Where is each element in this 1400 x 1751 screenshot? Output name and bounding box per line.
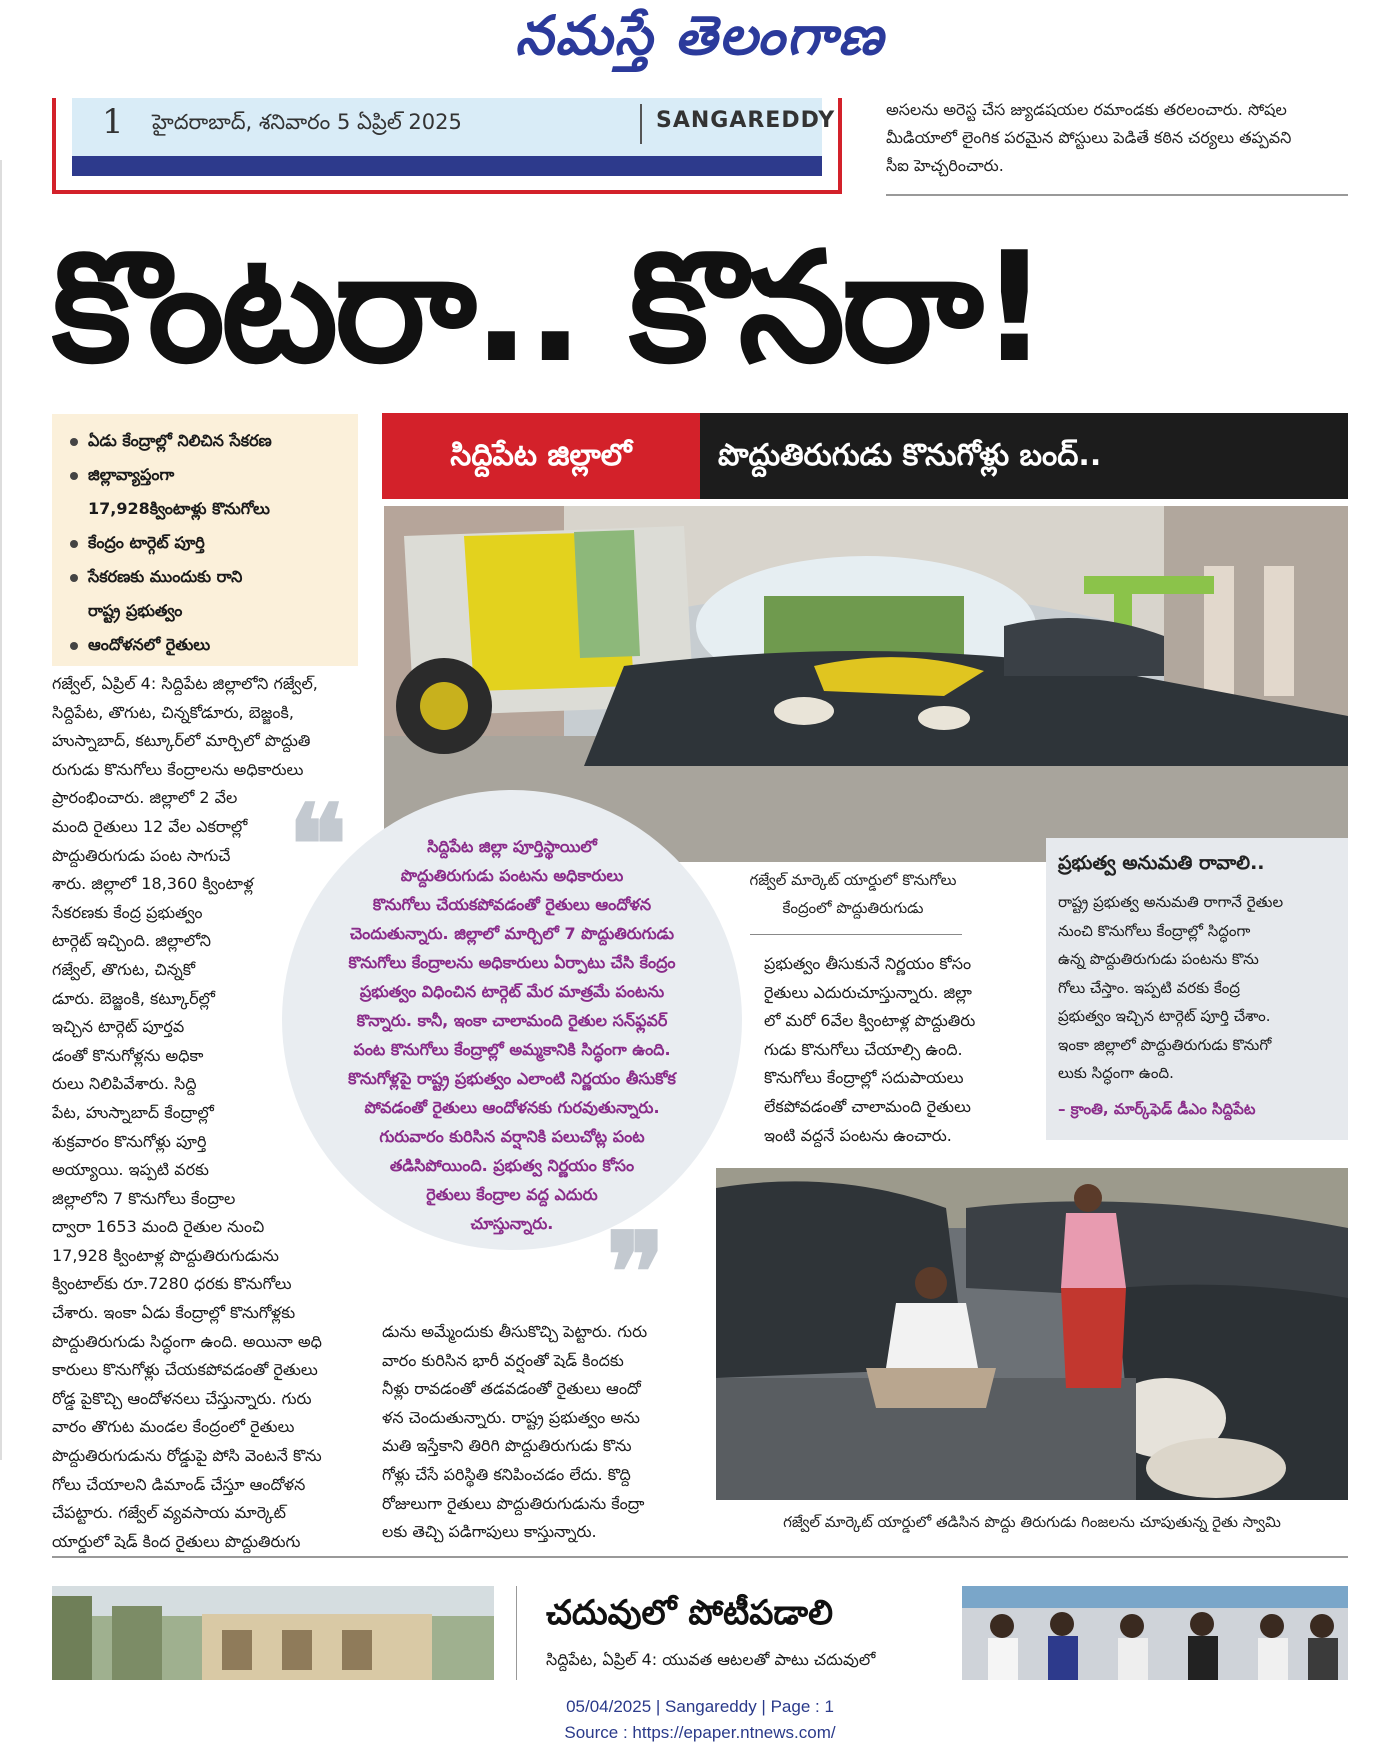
highlight-item: రాష్ట్ర ప్రభుత్వం xyxy=(88,601,183,620)
pull-quote-text xyxy=(292,832,732,1238)
body-line: వారం తొగుట మండల కేంద్రంలో రైతులు xyxy=(52,1417,295,1437)
photo-caption-farmer: గజ్వేల్ మార్కెట్ యార్డులో తడిసిన పొద్దు తిరుగుడు గింజలను చూపుతున్న రైతు స్వామి xyxy=(783,1513,1281,1531)
body-line: పొద్దుతిరుగుడును రోడ్డుపై పోసి వెంటనే కొను xyxy=(52,1446,322,1466)
date-line: హైదరాబాద్, శనివారం 5 ఏప్రిల్ 2025 xyxy=(152,110,462,134)
body-line: 17,928 క్వింటాళ్ల పొద్దుతిరుగుడును xyxy=(52,1245,279,1265)
section-divider xyxy=(52,1556,1348,1558)
page-footer xyxy=(0,1694,1400,1746)
caption-line: కేంద్రంలో పొద్దుతిరుగుడు xyxy=(782,899,924,917)
quote-line: తడిసిపోయింది. ప్రభుత్వ నిర్ణయం కోసం xyxy=(389,1156,635,1175)
body-line: సేకరణకు కేంద్ర ప్రభుత్వం xyxy=(52,902,203,922)
body-line: గోలు చేయాలని డిమాండ్ చేస్తూ ఆందోళన xyxy=(52,1474,306,1494)
official-quote-sidebar xyxy=(1046,838,1348,1140)
body-line: మంది రైతులు 12 వేల ఎకరాల్లో xyxy=(52,816,248,836)
body-line: కారులు కొనుగోళ్లు చేయకపోవడంతో రైతులు xyxy=(52,1360,318,1380)
close-quote-icon: ❞ xyxy=(606,1208,666,1337)
quote-line: చెందుతున్నారు. జిల్లాలో మార్చిలో 7 పొద్దుతిరుగుడు xyxy=(349,924,675,943)
body-line: డంతో కొనుగోళ్లను అధికా xyxy=(52,1045,204,1065)
sidebar-signature: – క్రాంతి, మార్క్‌ఫెడ్ డీఎం సిద్దిపేట xyxy=(1058,1099,1256,1118)
divider-rule xyxy=(886,194,1348,196)
quote-line: కొనుగోలు కేంద్రాలను అధికారులు ఏర్పాటు చేసి కేంద్రం xyxy=(348,953,676,972)
highlight-item: 17,928క్వింటాళ్లు కొనుగోలు xyxy=(88,499,270,518)
body-line: కొనుగోలు కేంద్రాల్లో సదుపాయలు xyxy=(764,1068,964,1088)
sidebar-line: లుకు సిద్ధంగా ఉంది. xyxy=(1058,1064,1174,1082)
body-line: పొద్దుతిరుగుడు సిద్ధంగా ఉంది. అయినా అధి xyxy=(52,1331,322,1351)
footer-source-line[interactable]: Source : https://epaper.ntnews.com/ xyxy=(564,1723,836,1742)
newspaper-logo: నమస్తే తెలంగాణ xyxy=(515,4,885,67)
body-line: రోజులుగా రైతులు పొద్దుతిరుగుడును కేంద్రా xyxy=(382,1493,645,1513)
sidebar-line: ఉన్న పొద్దుతిరుగుడు పంటను కొను xyxy=(1058,950,1259,968)
farmer-photo xyxy=(716,1168,1348,1500)
body-line: ప్రభుత్వం తీసుకునే నిర్ణయం కోసం xyxy=(764,954,972,973)
snippet-line: సీఐ హెచ్చరించారు. xyxy=(886,156,1004,175)
highlight-item: సేకరణకు ముందుకు రాని xyxy=(60,560,350,594)
quote-line: కొనుగోలు చేయకపోవడంతో రైతులు ఆందోళన xyxy=(372,895,652,914)
quote-line: గురువారం కురిసిన వర్షానికి పలుచోట్ల పంట xyxy=(379,1127,645,1146)
body-line: జిల్లాలోని 7 కొనుగోలు కేంద్రాల xyxy=(52,1188,236,1208)
sidebar-line: నుంచి కొనుగోలు కేంద్రాల్లో సిద్ధంగా xyxy=(1058,921,1251,940)
body-line: ఇచ్చిన టార్గెట్ పూర్తవ xyxy=(52,1017,185,1037)
page-number: 1 xyxy=(102,102,124,142)
highlight-item: ఆందోళనలో రైతులు xyxy=(60,628,350,662)
body-line: లేకపోవడంతో చాలామంది రైతులు xyxy=(764,1096,971,1116)
body-line: రులు నిలిపివేశారు. సిద్ది xyxy=(52,1074,197,1094)
body-line: గజ్వేల్, ఏప్రిల్ 4: సిద్దిపేట జిల్లాలోని గజ్వేల్, xyxy=(52,674,318,693)
body-line: లకు తెచ్చి పడిగాపులు కాస్తున్నారు. xyxy=(382,1522,597,1542)
date-box-band xyxy=(72,98,836,156)
article-body-middle xyxy=(764,950,1020,1150)
highlight-item: కేంద్రం టార్గెట్ పూర్తి xyxy=(60,526,350,560)
sidebar-line: రాష్ట్ర ప్రభుత్వ అనుమతి రాగానే రైతుల xyxy=(1058,893,1284,911)
sidebar-line: గోలు చేస్తాం. ఇప్పటి వరకు కేంద్ర xyxy=(1058,978,1241,997)
quote-line: రైతులు కేంద్రాల వద్ద ఎదురు xyxy=(426,1185,598,1204)
subhead-banner xyxy=(382,413,1348,499)
body-line: హుస్నాబాద్, కట్కూర్‌లో మార్చిలో పొద్దుతి xyxy=(52,731,311,751)
body-line: క్వింటాల్‌కు రూ.7280 ధరకు కొనుగోలు xyxy=(52,1274,292,1294)
body-line: చేపట్టారు. గజ్వేల్ వ్యవసాయ మార్కెట్ xyxy=(52,1503,286,1523)
body-line: యార్డులో షెడ్ కింద రైతులు పొద్దుతిరుగు xyxy=(52,1531,301,1551)
bottom-story-text: సిద్దిపేట, ఏప్రిల్ 4: యువత ఆటలతో పాటు చదువులో xyxy=(546,1650,876,1669)
open-quote-icon: ❝ xyxy=(288,780,348,909)
body-line: టార్గెట్ ఇచ్చింది. జిల్లాలోని xyxy=(52,931,212,951)
photo-caption-main xyxy=(728,866,978,922)
body-line: రుగుడు కొనుగోలు కేంద్రాలను అధికారులు xyxy=(52,759,304,779)
article-body-bottom-middle xyxy=(382,1318,686,1547)
quote-line: చూస్తున్నారు. xyxy=(470,1214,554,1233)
sidebar-body xyxy=(1058,888,1336,1088)
body-line: నీళ్లు రావడంతో తడవడంతో రైతులు ఆందో xyxy=(382,1379,641,1399)
body-line: చేశారు. ఇంకా ఏడు కేంద్రాల్లో కొనుగోళ్లకు xyxy=(52,1303,296,1323)
sidebar-title: ప్రభుత్వ అనుమతి రావాలి.. xyxy=(1058,852,1265,874)
caption-line: గజ్వేల్ మార్కెట్ యార్డులో కొనుగోలు xyxy=(749,871,957,889)
date-box xyxy=(52,98,842,194)
body-line: గజ్వేల్, తొగుట, చిన్నకో xyxy=(52,959,196,979)
caption-rule xyxy=(750,934,962,935)
bottom-photo-building xyxy=(52,1586,494,1680)
body-line: డును అమ్మేందుకు తీసుకొచ్చి పెట్టారు. గురు xyxy=(382,1322,648,1341)
highlights-list xyxy=(60,424,350,662)
farmer-illustration xyxy=(716,1168,1348,1500)
subhead-title: పొద్దుతిరుగుడు కొనుగోళ్లు బంద్.. xyxy=(718,438,1102,473)
body-line: రైతులు ఎదురుచూస్తున్నారు. జిల్లా xyxy=(764,982,972,1002)
body-line: ళన చెందుతున్నారు. రాష్ట్ర ప్రభుత్వం అను xyxy=(382,1407,640,1427)
snippet-line: మీడియాలో లైంగిక పరమైన పోస్టులు పెడితే కఠిన చర్యలు తప్పవని xyxy=(886,128,1292,147)
edition-name: SANGAREDDY xyxy=(656,108,836,133)
body-line: ఇంటి వద్దనే పంటను ఉంచారు. xyxy=(764,1125,952,1145)
snippet-line: అసలను అరెస్ట చేస జ్యుడషయల రమాండకు తరలంచారు. సోషల xyxy=(886,100,1287,119)
page-edge xyxy=(0,160,2,1460)
edition-divider xyxy=(640,104,642,144)
quote-line: ప్రభుత్వం విధించిన టార్గెట్ మేర మాత్రమే పంటను xyxy=(359,982,665,1001)
masthead xyxy=(0,0,1400,78)
body-line: పొద్దుతిరుగుడు పంట సాగుచే xyxy=(52,845,231,865)
body-line: వారం కురిసిన భారీ వర్షంతో షెడ్ కిందకు xyxy=(382,1350,624,1370)
highlight-item: జిల్లావ్యాప్తంగా xyxy=(60,458,350,492)
body-line: అయ్యాయి. ఇప్పటి వరకు xyxy=(52,1160,209,1180)
quote-line: పోవడంతో రైతులు ఆందోళనకు గురవుతున్నారు. xyxy=(364,1098,660,1117)
body-line: డూరు. బెజ్జంకి, కట్కూర్‌ల్లో xyxy=(52,988,216,1008)
previous-story-snippet xyxy=(886,96,1346,180)
body-line: సిద్దిపేట, తొగుట, చిన్నకోడూరు, బెజ్జంకి, xyxy=(52,702,294,722)
subhead-location: సిద్దిపేట జిల్లాలో xyxy=(382,413,700,499)
main-headline: కొంటరా.. కొనరా! xyxy=(52,219,1045,396)
highlight-item: ఏడు కేంద్రాల్లో నిలిచిన సేకరణ xyxy=(60,424,350,458)
quote-line: సిద్దిపేట జిల్లా పూర్తిస్థాయిలో xyxy=(427,837,597,856)
body-line: శారు. జిల్లాలో 18,360 క్వింటాళ్ల xyxy=(52,874,254,894)
body-line: మతి ఇస్తేకాని తిరిగి పొద్దుతిరుగుడు కొను xyxy=(382,1436,632,1456)
body-line: ప్రారంభించారు. జిల్లాలో 2 వేల xyxy=(52,788,238,808)
body-line: గుడు కొనుగోలు చేయాల్సి ఉంది. xyxy=(764,1039,963,1059)
highlights-box xyxy=(52,414,358,666)
body-line: రోడ్డ పైకొచ్చి ఆందోళనలు చేస్తున్నారు. గురు xyxy=(52,1388,312,1408)
body-line: గోళ్లు చేసే పరిస్థితి కనిపించడం లేదు. కొద్ది xyxy=(382,1464,631,1484)
sidebar-line: ప్రభుత్వం ఇచ్చిన టార్గెట్ పూర్తి చేశాం. xyxy=(1058,1007,1271,1025)
building-illustration xyxy=(52,1586,494,1680)
body-line: శుక్రవారం కొనుగోళ్లు పూర్తి xyxy=(52,1131,207,1151)
bottom-story-headline: చదువులో పోటీపడాలి xyxy=(546,1593,833,1633)
bottom-photo-event xyxy=(962,1586,1348,1680)
body-line: ద్వారా 1653 మంది రైతుల నుంచి xyxy=(52,1217,265,1237)
footer-edition-line: 05/04/2025 | Sangareddy | Page : 1 xyxy=(566,1697,834,1716)
date-box-bar xyxy=(72,156,822,176)
quote-line: పంట కొనుగోలు కేంద్రాల్లో అమ్మకానికి సిద్ధంగా ఉంది. xyxy=(353,1040,671,1059)
quote-line: కొన్నారు. కానీ, ఇంకా చాలామంది రైతుల సన్‌ఫ్లవర్ xyxy=(356,1011,668,1030)
event-illustration xyxy=(962,1586,1348,1680)
body-line: పేట, హుస్నాబాద్ కేంద్రాల్లో xyxy=(52,1102,214,1122)
sidebar-line: ఇంకా జిల్లాలో పొద్దుతిరుగుడు కొనుగో xyxy=(1058,1035,1272,1054)
quote-line: కొనుగోళ్లపై రాష్ట్ర ప్రభుత్వం ఎలాంటి నిర్ణయం తీసుకోక xyxy=(348,1069,676,1088)
quote-line: పొద్దుతిరుగుడు పంటను అధికారులు xyxy=(400,866,624,885)
bottom-column-rule xyxy=(516,1586,517,1680)
body-line: లో మరో 6వేల క్వింటాళ్ల పొద్దుతిరు xyxy=(764,1011,976,1031)
